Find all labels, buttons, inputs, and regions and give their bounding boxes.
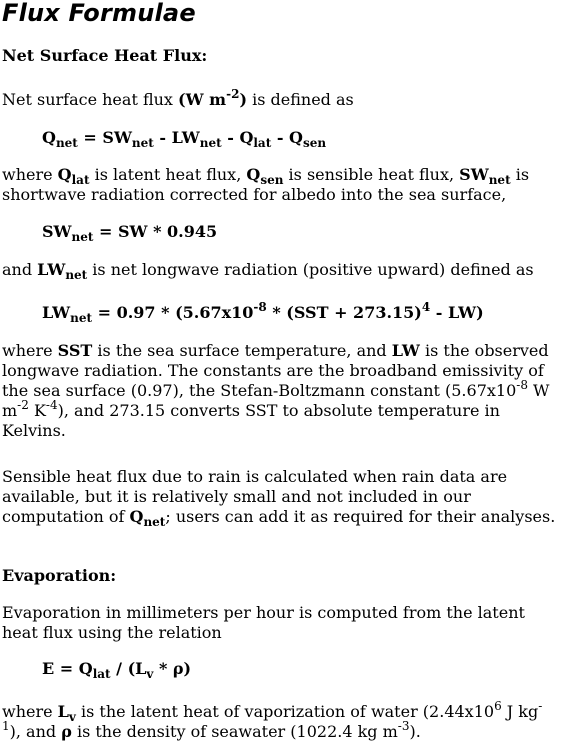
longwave-definitions-paragraph: where SST is the sea surface temperature, and LW is the observed longwave radiation. The constants are the broadband emissivity of the sea surface (0.97), the Stefan-Boltzmann constant ($5.67x10^{-8}$ W $m^{-2}$ $K^{-4}$), and 273.15 converts SST to absolute temperature in Kelvins. xyxy=(2,341,550,440)
evaporation-definitions-paragraph: where $L_v$ is the latent heat of vaporization of water ($2.44x10^6$ J $kg^{-1}$), and ρ is the density of seawater (1022.4 kg $m^{-3}$). xyxy=(2,699,543,741)
equation-q-net: $Q_{net} = SW_{net} - LW_{net} - Q_{lat} - Q_{sen}$ xyxy=(42,128,327,150)
equation-lw-net: $LW_{net} = 0.97 * (5.67x10^{-8} * (SST + 273.15)^4 - LW)$ xyxy=(42,300,484,325)
section-heading-evaporation: Evaporation: xyxy=(2,566,117,585)
net-flux-intro: Net surface heat flux (W $m^{-2}$) is defined as xyxy=(2,87,354,109)
section-heading-net-surface-heat-flux: Net Surface Heat Flux: xyxy=(2,46,208,65)
definitions-paragraph: where $Q_{lat}$ is latent heat flux, $Q_{sen}$ is sensible heat flux, $SW_{net}$ is shortwave radiation corrected for albedo into the sea surface, xyxy=(2,165,530,204)
longwave-intro: and $LW_{net}$ is net longwave radiation (positive upward) defined as xyxy=(2,260,534,282)
equation-evaporation: $E = Q_{lat} / (L_v * \rho)$ xyxy=(42,659,192,681)
page-title: Flux Formulae xyxy=(2,0,196,27)
rain-paragraph: Sensible heat flux due to rain is calculated when rain data are available, but it is relatively small and not included in our computation of $Q_{net}$; users can add it as required for their analyses. xyxy=(2,467,556,529)
evaporation-intro: Evaporation in millimeters per hour is computed from the latent heat flux using the relation xyxy=(2,603,525,642)
equation-sw-net: $SW_{net}$ = SW * 0.945 xyxy=(42,222,218,244)
